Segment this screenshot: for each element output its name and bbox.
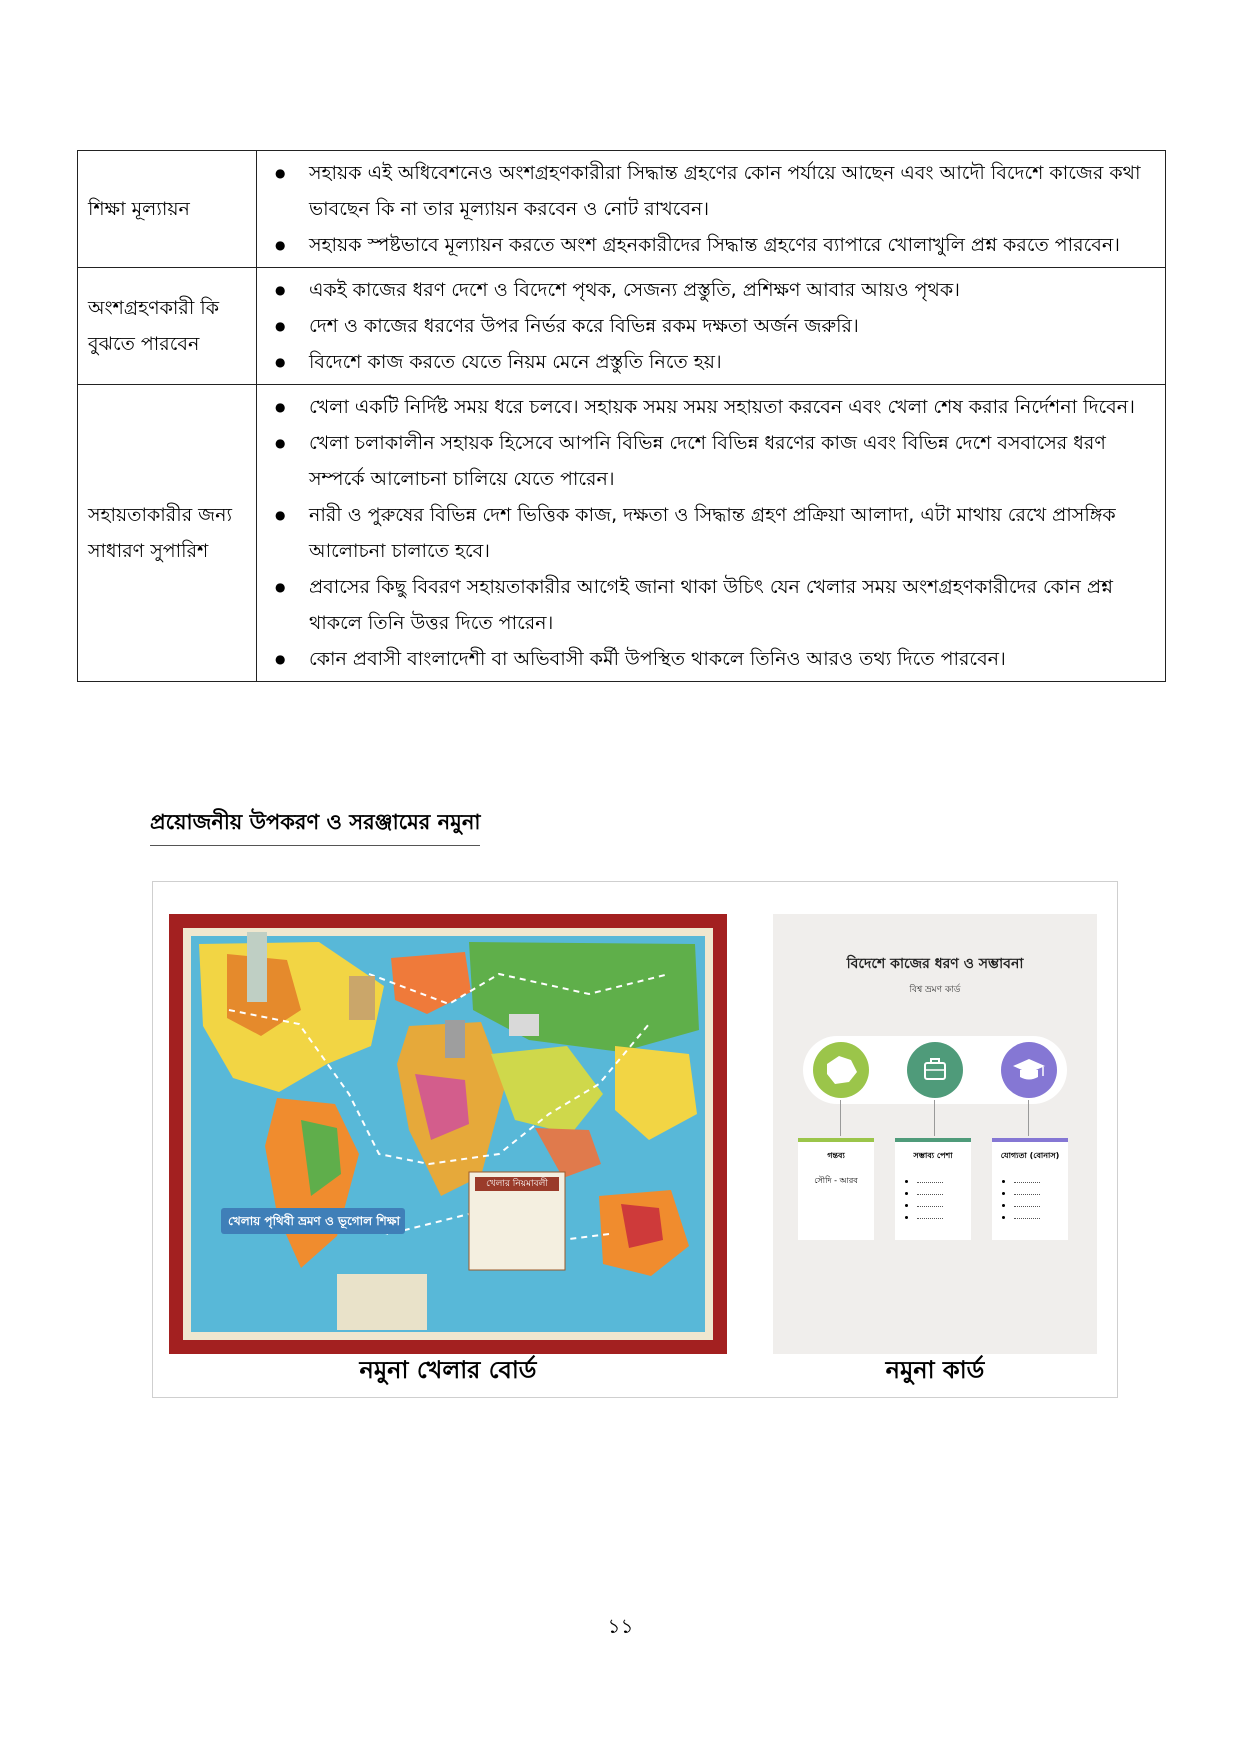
briefcase-icon: [907, 1042, 963, 1098]
placeholder-lines: [905, 1177, 971, 1225]
placeholder-lines: [1002, 1177, 1068, 1225]
section-heading: প্রয়োজনীয় উপকরণ ও সরঞ্জামের নমুনা: [150, 806, 480, 846]
bullet-point: ● নারী ও পুরুষের বিভিন্ন দেশ ভিত্তিক কাজ, দক্ষতা ও সিদ্ধান্ত গ্রহণ প্রক্রিয়া আলাদা, এটা মাথায় রেখে প্রাসঙ্গিক আলোচনা চালাতে হবে।: [275, 497, 1151, 569]
row-label: সহায়তাকারীর জন্য সাধারণ সুপারিশ: [78, 385, 257, 682]
row-content: [257, 385, 1166, 682]
page-number: ১১: [607, 1614, 634, 1638]
card-subtitle: বিশ্ব ভ্রমণ কার্ড: [909, 985, 961, 995]
saudi-map-icon: [813, 1042, 869, 1098]
bullet-point: ● প্রবাসের কিছু বিবরণ সহায়তাকারীর আগেই জানা থাকা উচিৎ যেন খেলার সময় অংশগ্রহণকারীদের কোন প্রশ্ন থাকলে তিনি উত্তর দিতে পারেন।: [275, 569, 1151, 641]
row-content: [257, 268, 1166, 385]
bullet-point: ● সহায়ক এই অধিবেশনেও অংশগ্রহণকারীরা সিদ্ধান্ত গ্রহণের কোন পর্যায়ে আছেন এবং আদৌ বিদেশে কাজের কথা ভাবছেন কি না তার মূল্যায়ন করবেন ও নোট রাখবেন।: [275, 155, 1151, 227]
card-stem-2: [934, 1100, 935, 1136]
row-label: অংশগ্রহণকারী কি বুঝতে পারবেন: [78, 268, 257, 385]
bullet-list: [275, 155, 1151, 263]
board-rules-title: খেলার নিয়মাবলী: [486, 1179, 548, 1189]
table-row: [78, 385, 1166, 682]
bullet-point: ● কোন প্রবাসী বাংলাদেশী বা অভিবাসী কর্মী উপস্থিত থাকলে তিনিও আরও তথ্য দিতে পারবেন।: [275, 641, 1151, 677]
card-title: বিদেশে কাজের ধরণ ও সম্ভাবনা: [846, 956, 1024, 972]
card-column-destination: [798, 1138, 874, 1240]
bullet-point: ● একই কাজের ধরণ দেশে ও বিদেশে পৃথক, সেজন্য প্রস্তুতি, প্রশিক্ষণ আবার আয়ও পৃথক।: [275, 272, 1151, 308]
bullet-list: [275, 389, 1151, 677]
sample-materials-figure: [152, 881, 1118, 1398]
world-map-board-illustration: [169, 914, 727, 1354]
card-circle-qualification: [1001, 1042, 1057, 1098]
card-circle-profession: [907, 1042, 963, 1098]
column-value: সৌদি - আরব: [814, 1176, 858, 1185]
board-caption: নমুনা খেলার বোর্ড: [359, 1356, 537, 1384]
board-title-banner: খেলায় পৃথিবী ভ্রমণ ও ভূগোল শিক্ষা: [228, 1214, 400, 1228]
bullet-point: ● বিদেশে কাজ করতে যেতে নিয়ম মেনে প্রস্তুতি নিতে হয়।: [275, 344, 1151, 380]
row-label: শিক্ষা মূল্যায়ন: [78, 151, 257, 268]
bullet-point: ● খেলা চলাকালীন সহায়ক হিসেবে আপনি বিভিন্ন দেশে বিভিন্ন ধরণের কাজ এবং বিভিন্ন দেশে বসবাসের ধরণ সম্পর্কে আলোচনা চালিয়ে যেতে পারেন।: [275, 425, 1151, 497]
card-stem-3: [1028, 1100, 1029, 1136]
card-caption: নমুনা কার্ড: [885, 1356, 985, 1384]
bullet-point: ● দেশ ও কাজের ধরণের উপর নির্ভর করে বিভিন্ন রকম দক্ষতা অর্জন জরুরি।: [275, 308, 1151, 344]
bullet-point: ● খেলা একটি নির্দিষ্ট সময় ধরে চলবে। সহায়ক সময় সময় সহায়তা করবেন এবং খেলা শেষ করার নির্দেশনা দিবেন।: [275, 389, 1151, 425]
row-content: [257, 151, 1166, 268]
sample-card-image: [773, 914, 1097, 1354]
card-column-qualification: [992, 1138, 1068, 1240]
column-header: সম্ভাব্য পেশা: [913, 1151, 953, 1160]
column-header: যোগ্যতা (বোনাস): [1000, 1151, 1060, 1160]
game-board-photo: [169, 914, 727, 1354]
column-header: গন্তব্য: [827, 1151, 845, 1160]
bullet-point: ● সহায়ক স্পষ্টভাবে মূল্যায়ন করতে অংশ গ্রহনকারীদের সিদ্ধান্ত গ্রহণের ব্যাপারে খোলাখুলি প্রশ্ন করতে পারবেন।: [275, 227, 1151, 263]
bullet-list: [275, 272, 1151, 380]
info-table: [77, 150, 1166, 682]
card-column-profession: [895, 1138, 971, 1240]
card-stem-1: [840, 1100, 841, 1136]
table-row: [78, 151, 1166, 268]
graduation-cap-icon: [1001, 1042, 1057, 1098]
table-row: [78, 268, 1166, 385]
card-circle-destination: [813, 1042, 869, 1098]
